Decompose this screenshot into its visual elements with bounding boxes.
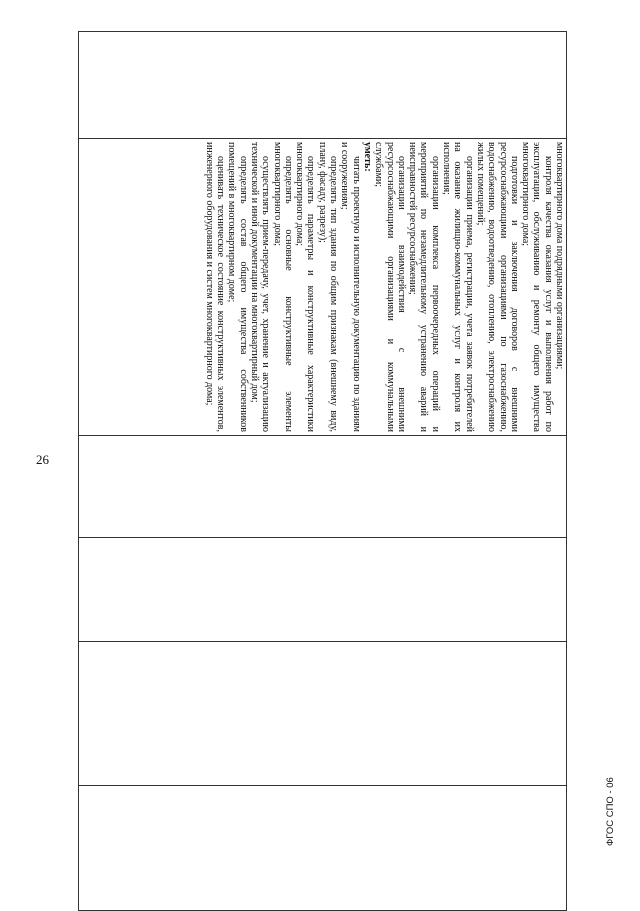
rotated-page-content xyxy=(78,31,567,870)
footer-code: ФГОС СПО - 06 xyxy=(605,777,616,846)
content-line: определять тип здания по общим признакам (внешнему виду, плану, фасаду, разрезу); xyxy=(316,142,340,432)
table-row xyxy=(79,32,567,911)
content-cell xyxy=(79,139,567,436)
standard-table xyxy=(78,31,567,911)
page-number: 26 xyxy=(36,452,49,467)
empty-cell xyxy=(79,642,567,786)
content-line: организации комплекса первоочередных операций и мероприятий по незамедлительному устранению аварий и неисправностей ресурсоснабжения; xyxy=(407,142,441,432)
content-line: определять состав общего имущества собственников помещений в многоквартирном доме; xyxy=(226,142,249,432)
content-line: контроля качества оказания услуг и выполнения работ по эксплуатации, обслуживанию и ремонту общего имущества многоквартирного дома; xyxy=(520,142,554,432)
content-line: читать проектную и исполнительную документацию по зданиям и сооружениям; xyxy=(339,142,362,432)
section-heading: уметь: xyxy=(361,142,373,172)
content-line: подготовки и заключения договоров с внешними ресурсоснабжающими организациями по газоснабжению, водоснабжению, водоотведению, отоплению, электроснабжению жилых помещений; xyxy=(474,142,520,432)
empty-cell xyxy=(79,538,567,642)
index-cell xyxy=(79,32,567,139)
content-line: определять основные конструктивные элементы многоквартирного дома; xyxy=(271,142,294,432)
empty-cell xyxy=(79,786,567,911)
content-line: осуществлять прием-передачу, учет, хранение и актуализацию технической и иной документации на многоквартирный дом; xyxy=(248,142,272,432)
empty-cell xyxy=(79,436,567,538)
content-line: определять параметры и конструктивные характеристики многоквартирного дома; xyxy=(294,142,317,432)
content-line: оценивать техническое состояние конструктивных элементов, инженерного оборудования и систем многоквартирного дома; xyxy=(203,142,227,432)
content-line: многоквартирного дома подрядными организациями; xyxy=(554,142,565,370)
content-line: организации взаимодействия с внешними ресурсоснабжающими организациями и коммунальными службами; xyxy=(373,142,407,432)
content-line: организации приема, регистрации, учета заявок потребителей на оказание жилищно-коммунальных услуг и контроля их исполнения; xyxy=(441,142,475,432)
